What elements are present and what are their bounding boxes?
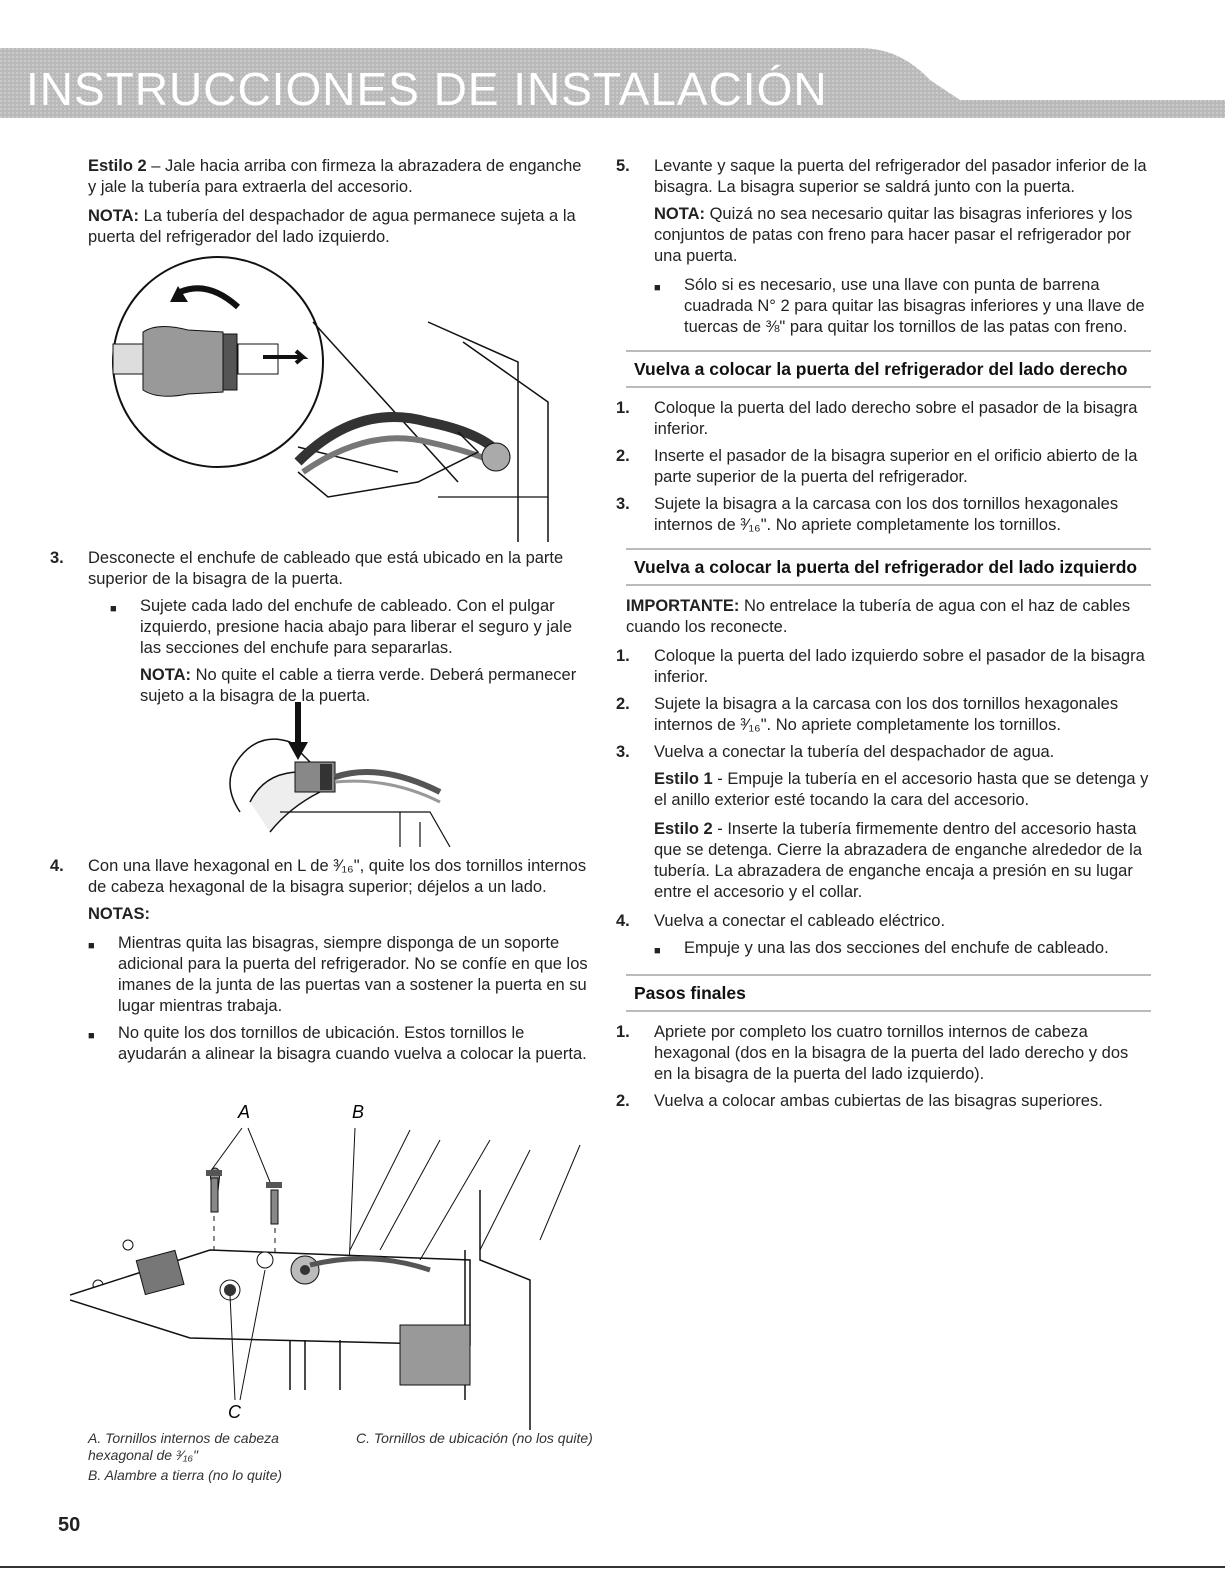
section-heading-right-door: Vuelva a colocar la puerta del refrigerador del lado derecho [626,350,1151,388]
estilo2-right-paragraph: Estilo 2 - Inserte la tubería firmemente dentro del accesorio hasta que se detenga. Cierre la abrazadera de enganche alrededor de la tubería. La abrazadera de enganche encaja a presión en su lugar entre el accesorio y el collar. [654,820,1143,901]
nota2-paragraph: NOTA: No quite el cable a tierra verde. Deberá permanecer sujeto a la bisagra de la puerta. [140,666,577,705]
bullet-square-icon: ■ [654,945,661,957]
left-door-step-3: 3. Vuelva a conectar la tubería del despachador de agua. [616,743,1055,761]
right-door-step-2: 2. Inserte el pasador de la bisagra superior en el orificio abierto de la parte superior de la puerta del refrigerador. [616,447,1138,486]
notas-title: NOTAS: [88,905,151,923]
bullet-square-icon: ■ [110,603,117,615]
nota1-label: NOTA: [88,207,140,225]
left-door-step-4-bullet: ■ Empuje y una las dos secciones del enchufe de cableado. [654,938,1151,962]
page-title: INSTRUCCIONES DE INSTALACIÓN [26,63,828,115]
left-column [88,156,593,256]
left-door-step-2: 2. Sujete la bisagra a la carcasa con los dos tornillos hexagonales internos de ³⁄₁₆". No apriete completamente los tornillos. [616,695,1119,734]
caption-b: B. Alambre a tierra (no lo quite) [88,1467,283,1483]
step-5: 5. Levante y saque la puerta del refrigerador del pasador inferior de la bisagra. La bisagra superior se saldrá junto con la puerta. [616,157,1147,196]
figure-label-c: C [228,1402,241,1422]
estilo2-label: Estilo 2 [88,157,147,175]
notas-bullet-2: ■ No quite los dos tornillos de ubicación. Estos tornillos le ayudarán a alinear la bisagra cuando vuelva a colocar la puerta. [88,1024,587,1063]
left-door-step-1: 1. Coloque la puerta del lado izquierdo sobre el pasador de la bisagra inferior. [616,647,1145,686]
bullet-square-icon: ■ [88,1030,95,1042]
estilo1-paragraph: Estilo 1 - Empuje la tubería en el accesorio hasta que se detenga y el anillo exterior esté tocando la cara del accesorio. [654,770,1149,809]
caption-a: A. Tornillos internos de cabeza hexagonal de ³⁄₁₆" [88,1430,279,1463]
right-column [616,156,1151,1118]
figure-tube-fitting [98,252,578,542]
nota1-paragraph [88,206,593,248]
bullet-square-icon: ■ [88,940,95,952]
section-final-steps [616,1022,1151,1112]
final-step-1: 1. Apriete por completo los cuatro tornillos internos de cabeza hexagonal (dos en la bisagra de la puerta del lado derecho y dos en la bisagra de la puerta del lado izquierdo). [616,1023,1129,1083]
header-banner [0,0,1225,118]
section-heading-final-steps: Pasos finales [626,974,1151,1012]
notas-bullet-1: ■ Mientras quita las bisagras, siempre disponga de un soporte adicional para la puerta del refrigerador. No se confíe en que los imanes de la junta de las puertas van a sostener la puerta en su lugar mientras trabaja. [88,934,588,1015]
section-heading-left-door: Vuelva a colocar la puerta del refrigerador del lado izquierdo [626,548,1151,586]
estilo2-paragraph [88,156,593,198]
importante-paragraph: IMPORTANTE: No entrelace la tubería de agua con el haz de cables cuando los reconecte. [626,597,1131,636]
section-right-door-steps [616,398,1151,536]
step-3-bullet: ■ Sujete cada lado del enchufe de cableado. Con el pulgar izquierdo, presione hacia abajo para liberar el seguro y jale las secciones del enchufe para separarlas. [110,597,573,657]
left-door-step-4: 4. Vuelva a conectar el cableado eléctrico. [616,912,946,930]
step-4: 4. Con una llave hexagonal en L de ³⁄₁₆", quite los dos tornillos internos de cabeza hexagonal de la bisagra superior; déjelos a un lado. [50,857,587,896]
page-number: 50 [58,1514,81,1536]
nota3-paragraph: NOTA: Quizá no sea necesario quitar las bisagras inferiores y los conjuntos de patas con freno para hacer pasar el refrigerador por una puerta. [654,205,1133,265]
final-step-2: 2. Vuelva a colocar ambas cubiertas de las bisagras superiores. [616,1092,1103,1110]
figure-hinge-screws [70,1100,590,1430]
caption-c: C. Tornillos de ubicación (no los quite) [356,1430,593,1446]
left-steps [50,548,593,715]
section-left-door-steps [616,646,1151,962]
estilo2-text: – Jale hacia arriba con firmeza la abrazadera de enganche y jale la tubería para extraerla del accesorio. [88,157,582,196]
right-door-step-1: 1. Coloque la puerta del lado derecho sobre el pasador de la bisagra inferior. [616,399,1138,438]
figure-label-a: A [238,1102,251,1122]
left-step4 [50,856,593,1071]
step-5-bullet: ■ Sólo si es necesario, use una llave con punta de barrena cuadrada N° 2 para quitar las bisagras inferiores y una llave de tuercas de ⅜" para quitar los tornillos de las patas con freno. [654,276,1145,336]
bullet-square-icon: ■ [654,282,661,294]
figure-wiring-plug [210,702,470,847]
figure-label-b: B [352,1102,365,1122]
bottom-rule [0,1566,1225,1568]
step-3: 3. Desconecte el enchufe de cableado que está ubicado en la parte superior de la bisagra de la puerta. [50,549,564,588]
right-door-step-3: 3. Sujete la bisagra a la carcasa con los dos tornillos hexagonales internos de ³⁄₁₆". No apriete completamente los tornillos. [616,495,1119,534]
nota1-text: La tubería del despachador de agua permanece sujeta a la puerta del refrigerador del lado izquierdo. [88,207,576,246]
